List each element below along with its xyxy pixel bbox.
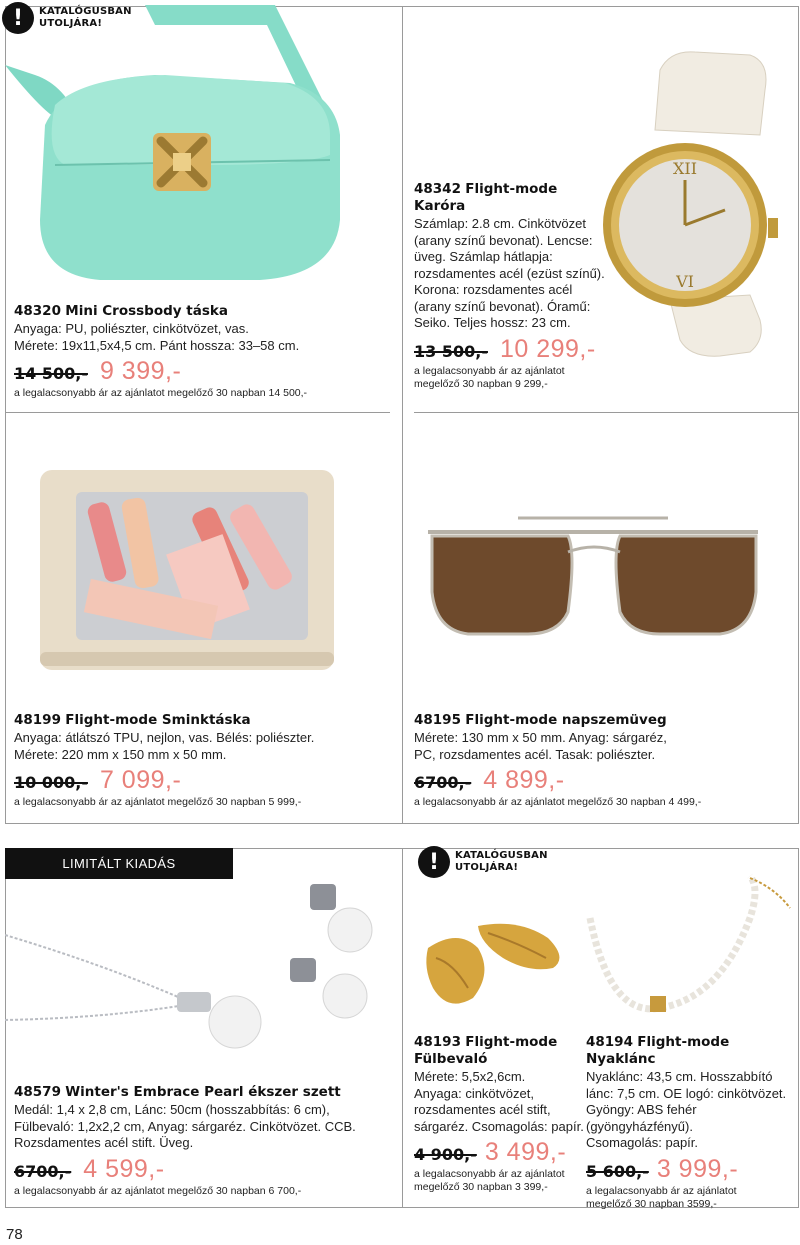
old-price: 13 500,- (414, 341, 488, 361)
product-name: Winter's Embrace Pearl ékszer szett (65, 1084, 341, 1100)
svg-text:VI: VI (676, 272, 694, 291)
product-code: 48194 (586, 1034, 633, 1050)
old-price: 6700,- (414, 773, 472, 792)
necklace-image (580, 868, 800, 1028)
exclamation-icon: ! (2, 2, 34, 34)
lowest-price-note: a legalacsonyabb ár az ajánlatot megelőző 30 napban 14 500,- (14, 387, 308, 399)
crossbody-bag-image (5, 5, 375, 295)
page-number: 78 (6, 1226, 23, 1243)
product-earring: 48193 Flight-mode Fülbevaló Mérete: 5,5x2,6cm. Anyaga: cinkötvözet, rozsdamentes acél stift, sárgaréz. Csomagolás: papír. 4 900,- 3 499,- a legalacsonyabb ár az ajánlatot megelőző 30 napban 3 399,- (414, 1034, 586, 1194)
lowest-price-note: a legalacsonyabb ár az ajánlatot megelőző 30 napban 4 499,- (414, 796, 702, 808)
product-sunglasses (414, 712, 799, 809)
bottom-vertical-divider (402, 848, 403, 1208)
cosmetic-bag-image (38, 462, 338, 680)
product-crossbody (14, 303, 394, 400)
lowest-price-note: a legalacsonyabb ár az ajánlatot megelőző 30 napban 3599,- (586, 1184, 737, 1210)
new-price: 4 599,- (83, 1154, 165, 1183)
product-description: Mérete: 130 mm x 50 mm. Anyag: sárgaréz, PC, rozsdamentes acél. Tasak: poliészter. (414, 730, 667, 762)
product-description: Medál: 1,4 x 2,8 cm, Lánc: 50cm (hosszabbítás: 6 cm), Fülbevaló: 1,2x2,2 cm, Anyag: sárgaréz. Cinkötvözet. CCB. Rozsdamentes acél stift. Üveg. (14, 1102, 356, 1150)
top-vertical-divider (402, 6, 403, 824)
old-price: 14 500,- (14, 364, 88, 383)
left-row-divider (5, 412, 390, 413)
product-necklace (586, 1034, 798, 1211)
svg-text:XII: XII (672, 159, 698, 178)
badge-line-1: KATALÓGUSBAN (455, 850, 548, 861)
earring-image (418, 918, 568, 1018)
new-price: 3 999,- (656, 1154, 739, 1183)
last-chance-badge-bottom (418, 846, 548, 878)
product-name: Karóra (414, 198, 466, 214)
old-price: 5 600,- (586, 1161, 649, 1181)
lowest-price-note: a legalacsonyabb ár az ajánlatot megelőző 30 napban 3 399,- (414, 1168, 565, 1193)
lowest-price-note: a legalacsonyabb ár az ajánlatot megelőző 30 napban 6 700,- (14, 1184, 302, 1197)
product-description: Számlap: 2.8 cm. Cinkötvözet (arany színű bevonat). Lencse: üveg. Számlap hátlapja: rozsdamentes acél (ezüst színű). Korona: rozsdamentes acél (arany színű bevonat). Óramű: Seiko. Teljes hossz: 23 cm. (414, 216, 605, 330)
right-row-divider (414, 412, 799, 413)
limited-edition-label: LIMITÁLT KIADÁS (5, 848, 233, 879)
product-name: Flight-mode napszemüveg (465, 712, 667, 728)
new-price: 7 099,- (99, 766, 182, 794)
product-code: 48320 (14, 303, 61, 319)
watch-image (600, 40, 790, 370)
product-code: 48193 (414, 1034, 461, 1050)
product-watch: 48342 Flight-mode Karóra Számlap: 2.8 cm. Cinkötvözet (arany színű bevonat). Lencse: üveg. Számlap hátlapja: rozsdamentes acél (ezüst színű). Korona: rozsdamentes acél (arany színű bevonat). Óramű: Seiko. Teljes hossz: 23 cm. 13 500,- 10 299,- a legalacsonyabb ár az ajánlatot megelőző 30 napban 9 299,- (414, 181, 614, 391)
badge-line-2: UTOLJÁRA! (39, 18, 103, 29)
product-cosmetic-bag (14, 712, 394, 809)
product-name: Fülbevaló (414, 1051, 488, 1067)
new-price: 4 899,- (483, 766, 565, 794)
product-description: Mérete: 5,5x2,6cm. Anyaga: cinkötvözet, rozsdamentes acél stift, sárgaréz. Csomagolás: papír. (414, 1069, 584, 1134)
new-price: 9 399,- (99, 357, 182, 385)
product-code: 48579 (14, 1084, 61, 1100)
lowest-price-note: a legalacsonyabb ár az ajánlatot megelőző 30 napban 9 299,- (414, 364, 565, 390)
badge-line-1: KATALÓGUSBAN (39, 6, 132, 17)
old-price: 6700,- (14, 1161, 72, 1181)
product-description: Anyaga: PU, poliészter, cinkötvözet, vas. Mérete: 19x11,5x4,5 cm. Pánt hossza: 33–58 cm. (14, 321, 300, 353)
new-price: 3 499,- (484, 1138, 567, 1166)
product-pearl-set (14, 1084, 399, 1198)
new-price: 10 299,- (499, 334, 596, 363)
product-code: 48342 (414, 181, 461, 197)
exclamation-icon: ! (418, 846, 450, 878)
pearl-jewelry-image (5, 880, 395, 1050)
sunglasses-image (418, 512, 770, 640)
old-price: 4 900,- (414, 1145, 477, 1164)
product-name: Flight-mode Nyaklánc (586, 1034, 730, 1067)
old-price: 10 000,- (14, 773, 88, 792)
product-name: Flight-mode Sminktáska (65, 712, 251, 728)
product-name: Mini Crossbody táska (65, 303, 228, 319)
lowest-price-note: a legalacsonyabb ár az ajánlatot megelőző 30 napban 5 999,- (14, 796, 302, 808)
product-code: 48195 (414, 712, 461, 728)
badge-line-2: UTOLJÁRA! (455, 862, 519, 873)
product-code: 48199 (14, 712, 61, 728)
product-description: Nyaklánc: 43,5 cm. Hosszabbító lánc: 7,5 cm. OE logó: cinkötvözet. Gyöngy: ABS fehér (gyöngyházfényű). Csomagolás: papír. (586, 1069, 787, 1150)
product-description: Anyaga: átlátszó TPU, nejlon, vas. Bélés: poliészter. Mérete: 220 mm x 150 mm x 50 mm. (14, 730, 315, 762)
